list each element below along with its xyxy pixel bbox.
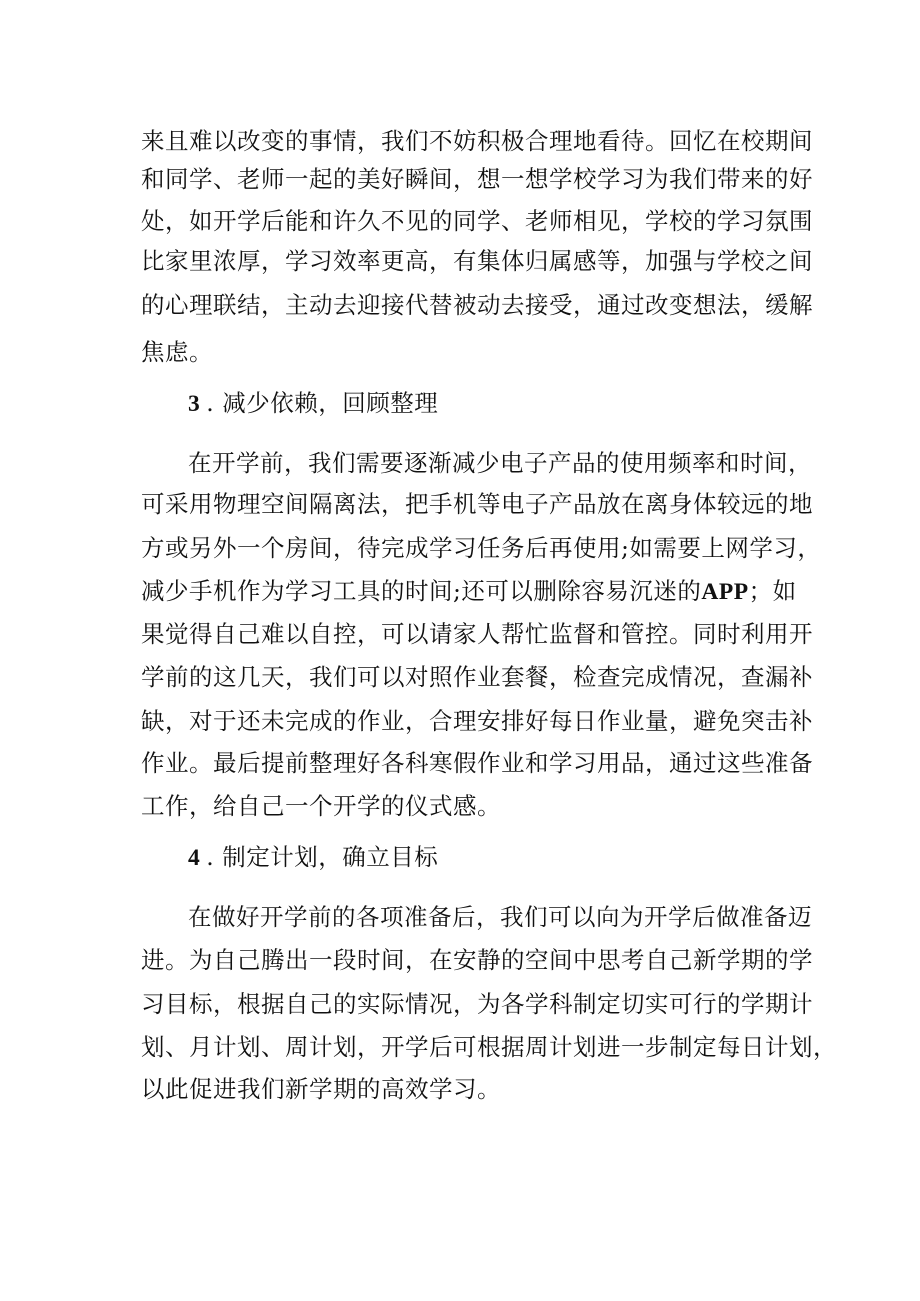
- section-heading-4: [188, 842, 588, 873]
- paragraph-line: 果觉得自己难以自控，可以请家人帮忙监督和管控。同时利用开: [141, 620, 813, 648]
- section-heading-3: [188, 388, 588, 419]
- paragraph-line: 处，如开学后能和许久不见的同学、老师相见，学校的学习氛围: [141, 207, 813, 235]
- paragraph-text: 减少手机作为学习工具的时间;还可以删除容易沉迷的: [141, 577, 702, 605]
- paragraph-line: 作业。最后提前整理好各科寒假作业和学习用品，通过这些准备: [141, 749, 813, 777]
- app-term: APP: [701, 579, 749, 605]
- paragraph-line: 可采用物理空间隔离法，把手机等电子产品放在离身体较远的地: [141, 490, 813, 518]
- paragraph-line: 工作，给自己一个开学的仪式感。: [141, 792, 501, 820]
- paragraph-line: 焦虑。: [141, 338, 213, 366]
- paragraph-text: ；如: [748, 577, 797, 605]
- paragraph-line: 进。为自己腾出一段时间，在安静的空间中思考自己新学期的学: [141, 946, 813, 974]
- paragraph-line: 在做好开学前的各项准备后，我们可以向为开学后做准备迈: [188, 903, 812, 931]
- section-number: 3: [188, 391, 201, 417]
- paragraph-line: 以此促进我们新学期的高效学习。: [141, 1075, 501, 1103]
- paragraph-line: 在开学前，我们需要逐渐减少电子产品的使用频率和时间，: [188, 449, 812, 477]
- paragraph-line: 缺，对于还未完成的作业，合理安排好每日作业量，避免突击补: [141, 707, 813, 735]
- paragraph-line: 学前的这几天，我们可以对照作业套餐，检查完成情况，查漏补: [141, 663, 813, 691]
- paragraph-line: 的心理联结，主动去迎接代替被动去接受，通过改变想法，缓解: [141, 291, 813, 319]
- paragraph-line: 和同学、老师一起的美好瞬间，想一想学校学习为我们带来的好: [141, 165, 813, 193]
- section-title: . 减少依赖，回顾整理: [206, 389, 439, 417]
- paragraph-line: 划、月计划、周计划，开学后可根据周计划进一步制定每日计划，: [141, 1033, 837, 1061]
- paragraph-line: 比家里浓厚，学习效率更高，有集体归属感等，加强与学校之间: [141, 247, 813, 275]
- paragraph-line: [141, 576, 801, 607]
- paragraph-line: 习目标，根据自己的实际情况，为各学科制定切实可行的学期计: [141, 990, 813, 1018]
- section-title: . 制定计划，确立目标: [206, 843, 439, 871]
- paragraph-line: 方或另外一个房间，待完成学习任务后再使用;如需要上网学习，: [141, 534, 822, 562]
- section-number: 4: [188, 845, 201, 871]
- paragraph-line: 来且难以改变的事情，我们不妨积极合理地看待。回忆在校期间: [141, 127, 813, 155]
